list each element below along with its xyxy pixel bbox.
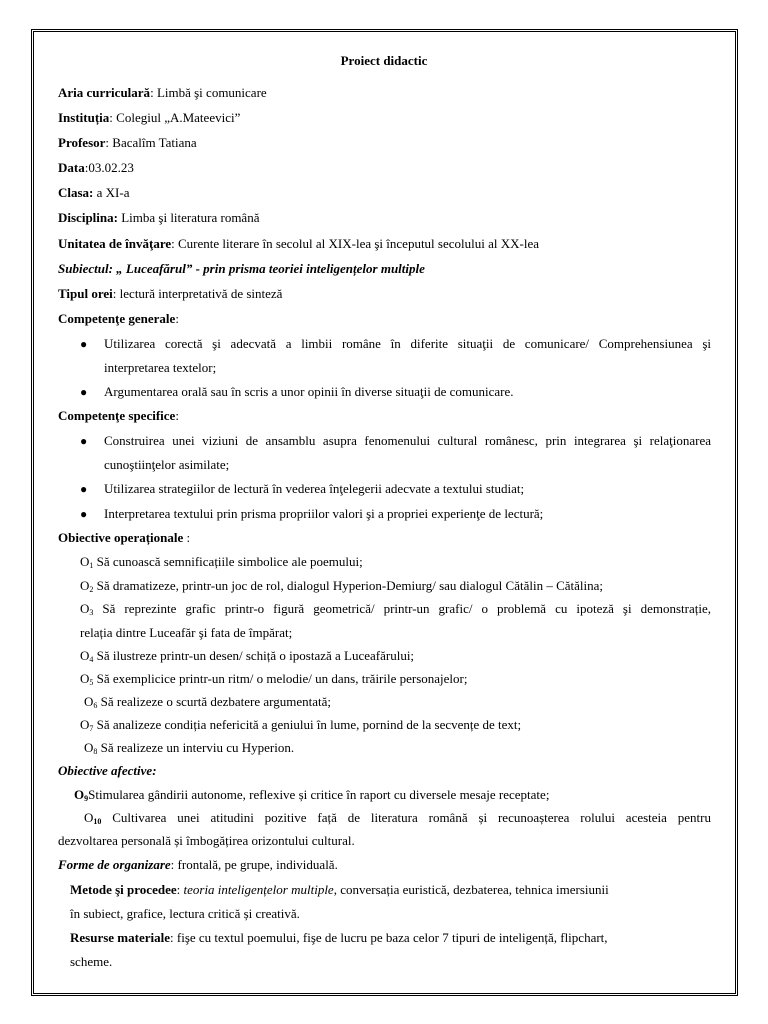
objective-o7: $O_7$ Să analizeze condiția nefericită a geniului în lume, pornind de la secvențe de text;: [80, 717, 522, 733]
objective-o10: $O_{10}$ Cultivarea unei atitudini pozitive față de literatura română și recunoașterea rolului acesteia pentru: [84, 810, 711, 826]
list-item: Utilizarea strategiilor de lectură în vederea înţelegerii adecvate a textului studiat;: [104, 481, 525, 496]
field-institutia: Instituția: Colegiul „A.Mateevici”: [58, 110, 241, 125]
field-data: Data:03.02.23: [58, 160, 134, 175]
objective-o9: $O_9Stimularea$ gândirii autonome, reflexive și critice în raport cu diversele mesaje receptate;: [74, 787, 550, 803]
field-tipul-orei: Tipul orei: lectură interpretativă de sinteză: [58, 286, 283, 301]
section-obiective-operationale: Obiective operaționale :: [58, 530, 191, 545]
objective-o4: $O_4$ Să ilustreze printr-un desen/ schiță o ipostază a Luceafărului;: [80, 648, 415, 664]
field-clasa: Clasa: a XI-a: [58, 185, 130, 200]
list-item: Utilizarea corectă şi adecvată a limbii române în diferite situaţii de comunicare/ Comprehensiunea şi: [104, 336, 711, 351]
section-obiective-afective: Obiective afective:: [58, 763, 157, 778]
bullet-icon: ●: [80, 385, 88, 399]
objective-o2: $O_2$ Să dramatizeze, printr-un joc de rol, dialogul Hyperion-Demiurg/ sau dialogul Cătălin – Cătălina;: [80, 578, 603, 594]
objective-o3-cont: relația dintre Luceafăr şi fata de împărat;: [80, 625, 293, 640]
section-competente-generale: Competenţe generale:: [58, 311, 179, 326]
bullet-icon: ●: [80, 482, 88, 496]
field-resurse: Resurse materiale: fişe cu textul poemului, fişe de lucru pe baza celor 7 tipuri de inteligență, flipchart,: [70, 930, 608, 945]
field-metode: Metode şi procedee: teoria inteligențelor multiple, conversația euristică, dezbaterea, tehnica imersiunii: [70, 882, 609, 897]
field-resurse-cont: scheme.: [70, 954, 113, 969]
bullet-icon: ●: [80, 337, 88, 351]
objective-o10-cont: dezvoltarea personală și îmbogățirea orizontului cultural.: [58, 833, 355, 848]
document-title: Proiect didactic: [340, 53, 428, 68]
bullet-icon: ●: [80, 434, 88, 448]
list-item: Argumentarea orală sau în scris a unor opinii în diverse situaţii de comunicare.: [104, 384, 514, 399]
field-unitatea: Unitatea de învăţare: Curente literare în secolul al XIX-lea şi începutul secolului al XX-lea: [58, 236, 539, 251]
list-item-cont: interpretarea textelor;: [104, 360, 217, 375]
field-disciplina: Disciplina: Limba şi literatura română: [58, 210, 260, 225]
objective-o8: $O_8$ Să realizeze un interviu cu Hyperion.: [84, 740, 295, 756]
field-metode-cont: în subiect, grafice, lectura critică și creativă.: [70, 906, 300, 921]
objective-o1: $O_1$ Să cunoască semnificațiile simbolice ale poemului;: [80, 554, 363, 570]
field-aria: Aria curriculară: Limbă şi comunicare: [58, 85, 267, 100]
list-item: Interpretarea textului prin prisma propriilor valori şi a propriei experienţe de lectură;: [104, 506, 544, 521]
list-item: Construirea unei viziuni de ansamblu asupra fenomenului cultural românesc, prin integrarea şi relaţionarea: [104, 433, 711, 448]
list-item-cont: cunoştiinţelor asimilate;: [104, 457, 230, 472]
bullet-icon: ●: [80, 507, 88, 521]
field-forme-organizare: Forme de organizare: frontală, pe grupe, individuală.: [58, 857, 338, 872]
field-profesor: Profesor: Bacalîm Tatiana: [58, 135, 197, 150]
objective-o6: $O_6$ Să realizeze o scurtă dezbatere argumentată;: [84, 694, 332, 710]
section-competente-specifice: Competenţe specifice:: [58, 408, 179, 423]
objective-o5: $O_5$ Să exemplicice printr-un ritm/ o melodie/ un dans, trăirile personajelor;: [80, 671, 468, 687]
objective-o3: $O_3$ Să reprezinte grafic printr-o figură geometrică/ printr-un grafic/ o problemă cu ipoteză şi demonstrație,: [80, 601, 711, 617]
field-subiectul: Subiectul: „ Luceafărul” - prin prisma teoriei inteligențelor multiple: [58, 261, 425, 276]
